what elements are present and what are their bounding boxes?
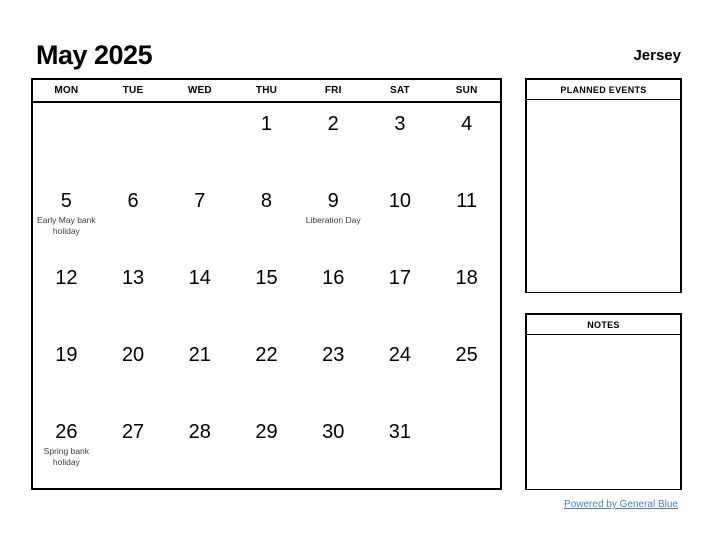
holiday-label: Spring bank holiday [43, 446, 90, 467]
day-cell [300, 180, 367, 257]
day-cell [166, 334, 233, 411]
day-cell [433, 103, 500, 180]
holiday-label: Liberation Day [305, 215, 361, 225]
day-cell [300, 411, 367, 488]
day-number: 17 [388, 267, 412, 289]
notes-title: NOTES [527, 315, 680, 335]
day-number: 1 [260, 113, 273, 135]
day-number: 15 [255, 267, 278, 289]
day-number: 25 [455, 344, 478, 366]
day-number: 8 [260, 190, 273, 212]
day-number: 5 [60, 190, 72, 212]
day-number: 16 [322, 267, 345, 289]
empty-day-cell [100, 103, 167, 180]
weekday-label: TUE [122, 85, 144, 96]
week-row [33, 103, 500, 180]
planned-events-body [527, 100, 680, 292]
notes-body [527, 335, 680, 489]
day-number: 26 [55, 421, 78, 443]
day-cell [100, 334, 167, 411]
week-row [33, 334, 500, 411]
day-cell [233, 257, 300, 334]
day-cell [233, 180, 300, 257]
day-cell [367, 334, 434, 411]
day-number: 19 [55, 344, 78, 366]
empty-day-cell [433, 411, 500, 488]
holiday-label: Early May bank holiday [37, 215, 96, 236]
day-number: 28 [188, 421, 211, 443]
day-number: 9 [327, 190, 339, 212]
day-number: 6 [127, 190, 139, 212]
day-cell [33, 257, 100, 334]
empty-day-cell [166, 103, 233, 180]
region-label: Jersey [633, 47, 681, 64]
day-cell [233, 334, 300, 411]
weekday-header-row [33, 80, 500, 103]
day-number: 23 [322, 344, 345, 366]
day-cell [433, 257, 500, 334]
day-number: 27 [121, 421, 145, 443]
planned-events-title: PLANNED EVENTS [527, 80, 680, 100]
page-title: May 2025 [36, 40, 153, 70]
week-row [33, 180, 500, 257]
weeks-grid [33, 103, 500, 488]
empty-day-cell [33, 103, 100, 180]
day-cell [367, 411, 434, 488]
calendar-grid [31, 78, 502, 490]
day-cell [33, 411, 100, 488]
day-number: 10 [388, 190, 412, 212]
weekday-label: SAT [389, 85, 410, 96]
day-cell [433, 334, 500, 411]
day-cell [300, 257, 367, 334]
day-cell [166, 257, 233, 334]
weekday-label: WED [187, 85, 212, 96]
day-cell [233, 411, 300, 488]
day-cell [367, 257, 434, 334]
weekday-label: SUN [455, 85, 478, 96]
day-number: 11 [456, 190, 478, 212]
day-number: 21 [188, 344, 211, 366]
day-cell [433, 180, 500, 257]
sidebar [525, 78, 682, 518]
week-row [33, 411, 500, 488]
day-cell [33, 334, 100, 411]
day-number: 31 [388, 421, 412, 443]
notes-box [525, 313, 682, 490]
day-cell [300, 103, 367, 180]
powered-by-link[interactable]: Powered by General Blue [564, 499, 678, 510]
planned-events-box [525, 78, 682, 293]
day-cell [100, 180, 167, 257]
week-row [33, 257, 500, 334]
day-number: 29 [255, 421, 278, 443]
weekday-label: THU [255, 85, 278, 96]
day-cell [166, 180, 233, 257]
day-number: 3 [394, 113, 406, 135]
day-cell [300, 334, 367, 411]
day-cell [33, 180, 100, 257]
day-number: 13 [121, 267, 145, 289]
day-cell [100, 257, 167, 334]
day-number: 30 [322, 421, 345, 443]
weekday-label: FRI [324, 85, 342, 96]
day-number: 4 [461, 113, 473, 135]
day-cell [367, 180, 434, 257]
day-cell [100, 411, 167, 488]
day-number: 12 [55, 267, 78, 289]
day-number: 20 [121, 344, 145, 366]
day-number: 14 [188, 267, 211, 289]
day-number: 2 [327, 113, 339, 135]
day-number: 7 [194, 190, 206, 212]
day-cell [166, 411, 233, 488]
day-number: 24 [388, 344, 412, 366]
day-cell [233, 103, 300, 180]
day-number: 22 [255, 344, 278, 366]
day-cell [367, 103, 434, 180]
day-number: 18 [455, 267, 478, 289]
weekday-label: MON [54, 85, 79, 96]
